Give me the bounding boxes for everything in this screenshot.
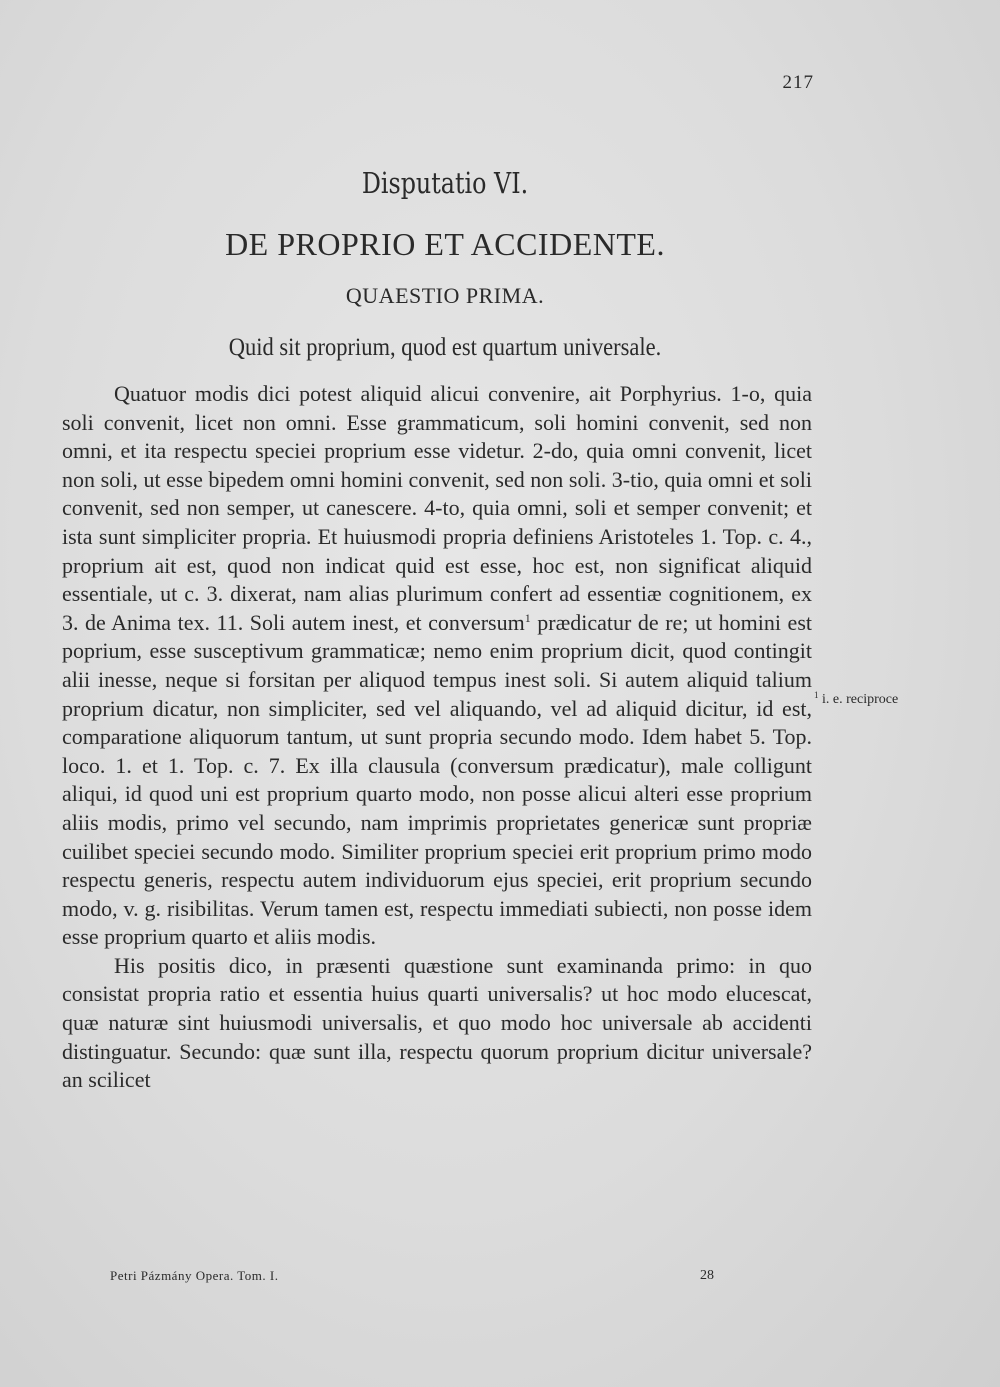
paragraph-1: [62, 380, 812, 952]
paragraph-1-part-a: Quatuor modis dici potest aliquid alicui convenire, ait Porphyrius. 1-o, quia soli convenit, licet non omni. Esse grammaticum, soli homini convenit, sed non omni, et ita respectu speciei proprium esse videtur. 2-do, quia omni convenit, licet non soli, ut esse bipedem omni homini convenit, sed non soli. 3-tio, quia omni et soli convenit, sed non semper, ut canescere. 4-to, quia omni, soli et semper convenit; et ista sunt simpliciter propria. Et huiusmodi propria definiens Aristoteles 1. Top. c. 4., proprium ait est, quod non indicat quid est esse, hoc est, non significat aliquid essentiale, ut c. 3. dixerat, nam alias plurimum confert ad essentiæ cognitionem, ex 3. de Anima tex. 11. Soli autem inest, et conversum: [62, 381, 812, 635]
margin-note-ref: 1: [814, 690, 819, 700]
footer-series-title: Petri Pázmány Opera. Tom. I.: [110, 1268, 279, 1283]
margin-note: [814, 692, 898, 708]
footer-signature: 28: [700, 1268, 714, 1283]
footnote-reference: 1: [524, 610, 531, 625]
paragraph-2: His positis dico, in præsenti quæstione sunt examinanda primo: in quo consistat propria ratio et essentia huius quarti universalis? ut hoc modo elucescat, quæ naturæ sint huiusmodi universalis, et quo modo hoc universale ab accidenti distinguatur. Secundo: quæ sunt illa, respectu quorum proprium dicitur universale? an scilicet: [62, 952, 812, 1093]
margin-note-text: i. e. reciproce: [822, 692, 899, 707]
body-text: [62, 380, 812, 1095]
chapter-title: DE PROPRIO ET ACCIDENTE.: [225, 226, 665, 262]
page-number: 217: [782, 72, 814, 93]
paragraph-1-part-b: prædicatur de re; ut homini est poprium, esse susceptivum grammaticæ; nemo enim proprium dicit, quod contingit alii inesse, neque si forsitan per aliquod tempus inest soli. Si autem aliquid talium proprium dicatur, non simpliciter, sed vel aliquando, vel ad aliquid dicitur, id est, comparatione aliquorum tantum, ut sunt propria secundo modo. Idem habet 5. Top. loco. 1. et 1. Top. c. 7. Ex illa clausula (conversum prædicatur), male colligunt aliqui, id quod uni est proprium quarto modo, non posse alicui alteri esse proprium aliis modis, primo vel secundo, nam imprimis proprietates genericæ sunt propriæ cuilibet speciei secundo modo. Similiter proprium speciei erit proprium primo modo respectu generis, respectu autem individuorum ejus speciei, erit proprium secundo modo, v. g. risibilitas. Verum tamen est, respectu immediati subiecti, non posse idem esse proprium quarto et aliis modis.: [62, 609, 812, 950]
disputatio-heading: Disputatio VI.: [361, 166, 529, 200]
quaestio-heading: QUAESTIO PRIMA.: [345, 283, 545, 308]
question-heading: Quid sit proprium, quod est quartum universale.: [228, 334, 662, 361]
